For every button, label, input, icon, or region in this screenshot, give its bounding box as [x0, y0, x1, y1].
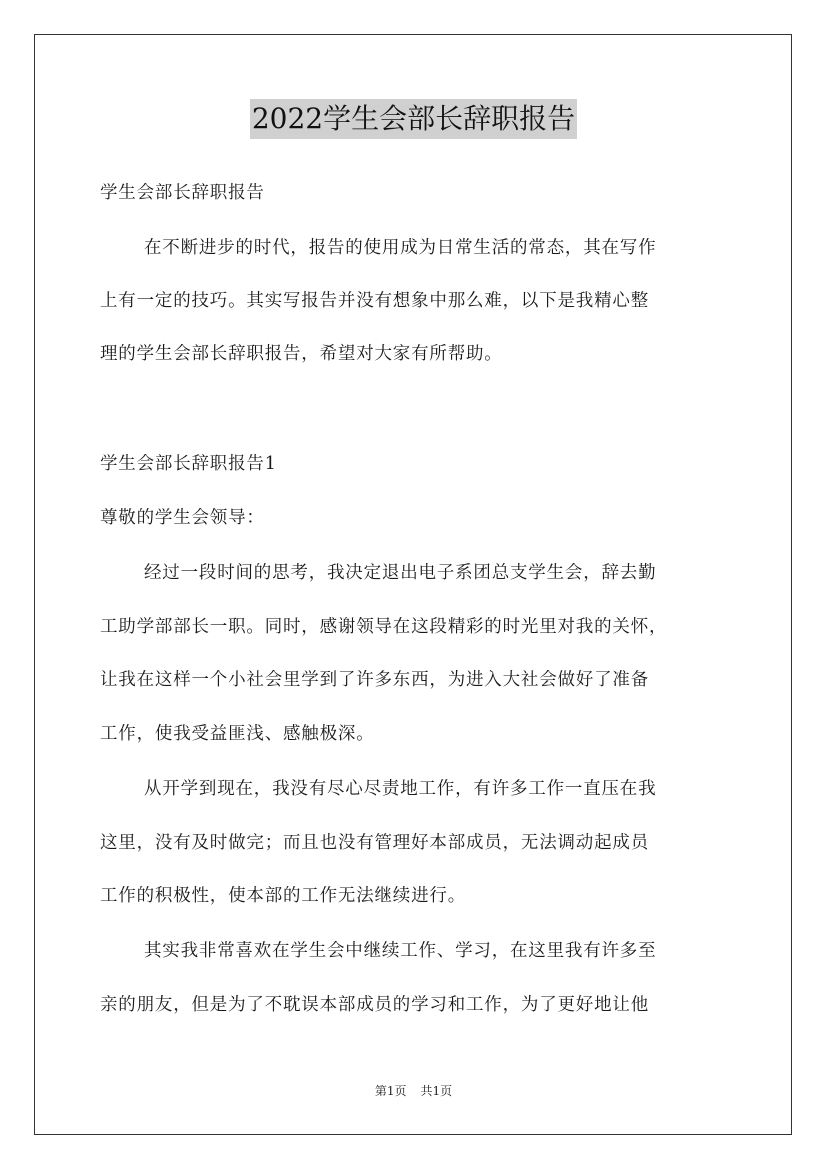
- section-heading: 学生会部长辞职报告1: [100, 454, 277, 474]
- paragraph-line: 这里，没有及时做完；而且也没有管理好本部成员，无法调动起成员: [100, 833, 649, 853]
- page-footer: [0, 1083, 827, 1099]
- intro-line: 上有一定的技巧。其实写报告并没有想象中那么难，以下是我精心整: [100, 291, 649, 311]
- intro-line: 在不断进步的时代，报告的使用成为日常生活的常态，其在写作: [144, 238, 657, 258]
- page-number: 第1页: [374, 1084, 407, 1098]
- paragraph-line: 工作，使我受益匪浅、感触极深。: [100, 724, 375, 744]
- paragraph-line: 从开学到现在，我没有尽心尽责地工作，有许多工作一直压在我: [144, 779, 657, 799]
- paragraph-line: 让我在这样一个小社会里学到了许多东西，为进入大社会做好了准备: [100, 670, 649, 690]
- page-total: 共1页: [420, 1084, 453, 1098]
- intro-line: 理的学生会部长辞职报告，希望对大家有所帮助。: [100, 344, 503, 364]
- title-container: [0, 99, 827, 139]
- paragraph-line: 工助学部部长一职。同时，感谢领导在这段精彩的时光里对我的关怀，: [100, 617, 668, 637]
- paragraph-line: 其实我非常喜欢在学生会中继续工作、学习，在这里我有许多至: [144, 941, 657, 961]
- paragraph-line: 亲的朋友，但是为了不耽误本部成员的学习和工作，为了更好地让他: [100, 995, 649, 1015]
- paragraph-line: 经过一段时间的思考，我决定退出电子系团总支学生会，辞去勤: [144, 563, 657, 583]
- salutation: 尊敬的学生会领导：: [100, 508, 265, 528]
- paragraph-line: 工作的积极性，使本部的工作无法继续进行。: [100, 886, 466, 906]
- document-subtitle: 学生会部长辞职报告: [100, 183, 265, 203]
- document-title: 2022学生会部长辞职报告: [250, 99, 577, 139]
